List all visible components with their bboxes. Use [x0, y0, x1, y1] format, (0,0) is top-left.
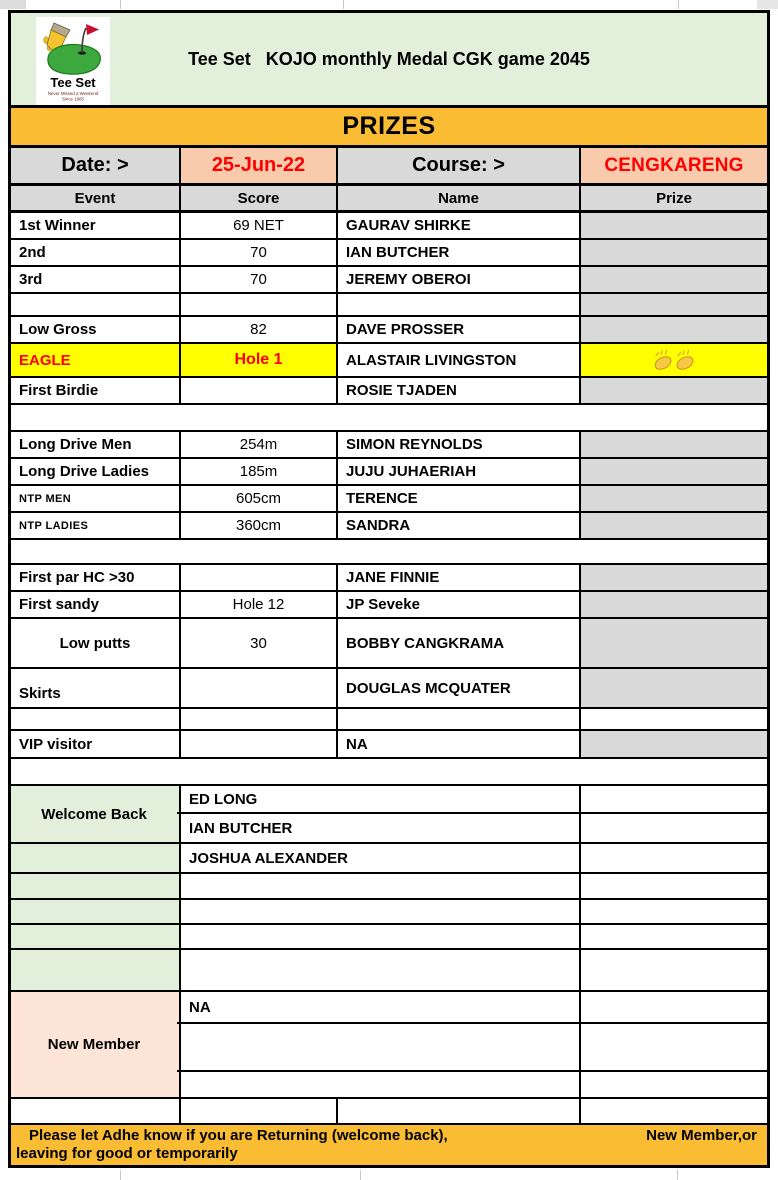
name-cell[interactable]: JOSHUA ALEXANDER	[181, 844, 581, 872]
column-header-event[interactable]: Event	[11, 186, 181, 210]
event-cell[interactable]	[11, 1099, 181, 1123]
prize-cell[interactable]	[581, 317, 767, 342]
table-row	[11, 240, 767, 267]
score-cell[interactable]	[181, 669, 338, 707]
name-cell[interactable]	[181, 925, 581, 948]
column-header-name[interactable]: Name	[338, 186, 581, 210]
page-title: Tee Set KOJO monthly Medal CGK game 2045	[188, 48, 590, 69]
spacer-row	[11, 759, 767, 786]
column-header-prize[interactable]: Prize	[581, 186, 767, 210]
footer-line1-left: Please let Adhe know if you are Returning (welcome back),	[29, 1127, 448, 1144]
sheet-gridline	[360, 1170, 361, 1180]
table-row	[11, 565, 767, 592]
prize-cell[interactable]	[581, 814, 767, 842]
date-value-cell[interactable]: 25-Jun-22	[181, 148, 338, 183]
name-cell[interactable]: JUJU JUHAERIAH	[338, 459, 581, 484]
event-cell[interactable]	[11, 709, 181, 729]
spacer-row	[11, 709, 767, 731]
clapping-hands-icon	[651, 349, 697, 371]
table-row	[11, 731, 767, 759]
event-cell[interactable]: Long Drive Ladies	[11, 459, 181, 484]
score-cell[interactable]: 185m	[181, 459, 338, 484]
event-cell[interactable]: 3rd	[11, 267, 181, 292]
logo-tagline: Never Missed a Weekend	[47, 91, 99, 96]
name-cell[interactable]: TERENCE	[338, 486, 581, 511]
name-cell[interactable]: JANE FINNIE	[338, 565, 581, 590]
prizes-banner[interactable]	[11, 108, 767, 148]
score-cell[interactable]: 70	[181, 240, 338, 265]
section-label-cell[interactable]	[11, 925, 181, 948]
sheet-gridline	[120, 0, 121, 9]
event-cell[interactable]: First sandy	[11, 592, 181, 617]
column-header-row	[11, 186, 767, 213]
sheet-header	[11, 13, 767, 108]
name-cell[interactable]: NA	[181, 992, 581, 1022]
prize-cell[interactable]	[581, 1099, 767, 1123]
score-cell[interactable]: 30	[181, 619, 338, 667]
name-cell[interactable]: DAVE PROSSER	[338, 317, 581, 342]
table-row	[11, 213, 767, 240]
event-cell[interactable]: Low Gross	[11, 317, 181, 342]
name-cell[interactable]	[181, 1072, 581, 1097]
prize-cell[interactable]	[581, 992, 767, 1022]
table-row	[11, 344, 767, 378]
empty-cell[interactable]	[11, 759, 767, 784]
sheet-corner-shade	[0, 0, 26, 9]
section-label-cell[interactable]	[11, 900, 181, 923]
section-label-cell[interactable]	[11, 844, 181, 872]
event-cell[interactable]: NTP LADIES	[11, 513, 181, 538]
welcome-back-label[interactable]: Welcome Back	[11, 786, 177, 842]
table-row	[11, 592, 767, 619]
name-cell[interactable]: SIMON REYNOLDS	[338, 432, 581, 457]
prizes-banner-label: PRIZES	[342, 112, 436, 140]
score-cell[interactable]	[181, 1099, 338, 1123]
prize-cell[interactable]	[581, 240, 767, 265]
name-cell[interactable]: ROSIE TJADEN	[338, 378, 581, 403]
prize-cell[interactable]	[581, 267, 767, 292]
spacer-row	[11, 540, 767, 565]
sheet-gridline	[678, 0, 679, 9]
name-cell[interactable]: IAN BUTCHER	[181, 814, 581, 842]
prize-cell[interactable]	[581, 669, 767, 707]
score-cell[interactable]	[181, 294, 338, 315]
welcome-back-section	[11, 786, 767, 992]
prizes-sheet-table	[8, 10, 770, 1168]
table-row	[11, 432, 767, 459]
prize-cell[interactable]	[581, 432, 767, 457]
table-row	[11, 486, 767, 513]
event-cell[interactable]: NTP MEN	[11, 486, 181, 511]
name-cell[interactable]: DOUGLAS MCQUATER	[338, 669, 581, 707]
score-cell[interactable]: 69 NET	[181, 213, 338, 238]
table-row	[11, 317, 767, 344]
table-row	[11, 874, 767, 900]
prize-cell[interactable]	[581, 709, 767, 729]
score-cell[interactable]: Hole 12	[181, 592, 338, 617]
prize-rows	[11, 213, 767, 786]
name-cell[interactable]: GAURAV SHIRKE	[338, 213, 581, 238]
score-cell[interactable]: 360cm	[181, 513, 338, 538]
prize-cell[interactable]	[581, 344, 767, 376]
prize-cell[interactable]	[581, 731, 767, 757]
prize-cell[interactable]	[581, 378, 767, 403]
event-cell[interactable]: Long Drive Men	[11, 432, 181, 457]
empty-cell[interactable]	[11, 540, 767, 563]
event-cell[interactable]: 1st Winner	[11, 213, 181, 238]
name-cell[interactable]	[181, 950, 581, 990]
score-cell[interactable]	[181, 565, 338, 590]
score-cell[interactable]: 70	[181, 267, 338, 292]
score-cell[interactable]	[181, 731, 338, 757]
prize-cell[interactable]	[581, 950, 767, 990]
table-row	[11, 925, 767, 950]
table-row	[11, 513, 767, 540]
name-cell[interactable]	[181, 1024, 581, 1070]
footer-line2: leaving for good or temporarily	[16, 1145, 238, 1162]
event-cell[interactable]: First par HC >30	[11, 565, 181, 590]
event-cell[interactable]: Low putts	[11, 619, 181, 667]
event-cell[interactable]	[11, 294, 181, 315]
prize-cell[interactable]	[581, 1072, 767, 1097]
name-cell[interactable]	[181, 874, 581, 898]
table-row	[11, 378, 767, 405]
event-cell[interactable]: First Birdie	[11, 378, 181, 403]
spacer-row	[11, 405, 767, 432]
event-cell[interactable]: VIP visitor	[11, 731, 181, 757]
sheet-gridline	[677, 1170, 678, 1180]
logo-tagline: Since 1983	[62, 96, 84, 102]
golf-green	[48, 45, 100, 75]
prize-cell[interactable]	[581, 513, 767, 538]
date-course-row	[11, 148, 767, 186]
prize-cell[interactable]	[581, 786, 767, 812]
date-label-cell[interactable]: Date: >	[11, 148, 181, 183]
prize-cell[interactable]	[581, 844, 767, 872]
score-cell[interactable]: 82	[181, 317, 338, 342]
spacer-row	[11, 294, 767, 317]
empty-cell[interactable]	[11, 405, 767, 430]
name-cell[interactable]	[338, 294, 581, 315]
logo-wordmark: Tee Set	[50, 75, 96, 90]
prize-cell[interactable]	[581, 294, 767, 315]
prize-cell[interactable]	[581, 565, 767, 590]
section-label-cell[interactable]	[11, 950, 181, 990]
score-cell[interactable]: Hole 1	[181, 344, 338, 376]
prize-cell[interactable]	[581, 925, 767, 948]
new-member-section	[11, 992, 767, 1099]
name-cell[interactable]: ALASTAIR LIVINGSTON	[338, 344, 581, 376]
footer-note[interactable]	[11, 1125, 767, 1165]
table-row	[11, 267, 767, 294]
event-cell[interactable]: 2nd	[11, 240, 181, 265]
score-cell[interactable]: 605cm	[181, 486, 338, 511]
name-cell[interactable]: SANDRA	[338, 513, 581, 538]
prize-cell[interactable]	[581, 619, 767, 667]
score-cell[interactable]: 254m	[181, 432, 338, 457]
prize-cell[interactable]	[581, 592, 767, 617]
name-cell[interactable]: ED LONG	[181, 786, 581, 812]
prize-cell[interactable]	[581, 1024, 767, 1070]
score-cell[interactable]	[181, 709, 338, 729]
name-cell[interactable]: NA	[338, 731, 581, 757]
table-row	[11, 900, 767, 925]
prize-cell[interactable]	[581, 874, 767, 898]
course-label-cell[interactable]: Course: >	[338, 148, 581, 183]
table-row	[11, 459, 767, 486]
prize-cell[interactable]	[581, 486, 767, 511]
column-header-score[interactable]: Score	[181, 186, 338, 210]
name-cell[interactable]	[181, 900, 581, 923]
prize-cell[interactable]	[581, 900, 767, 923]
tee-set-logo	[36, 17, 110, 105]
score-cell[interactable]	[181, 378, 338, 403]
event-cell[interactable]: Skirts	[11, 669, 181, 707]
table-row	[11, 619, 767, 669]
new-member-label[interactable]: New Member	[11, 992, 177, 1097]
name-cell[interactable]: BOBBY CANGKRAMA	[338, 619, 581, 667]
sheet-gridline	[120, 1170, 121, 1180]
name-cell[interactable]	[338, 709, 581, 729]
spacer-row	[11, 1099, 767, 1125]
table-row	[11, 669, 767, 709]
prize-cell[interactable]	[581, 213, 767, 238]
name-cell[interactable]	[338, 1099, 581, 1123]
prize-cell[interactable]	[581, 459, 767, 484]
event-cell[interactable]: EAGLE	[11, 344, 181, 376]
sheet-corner-shade	[757, 0, 778, 9]
sheet-gridline	[343, 0, 344, 9]
name-cell[interactable]: JP Seveke	[338, 592, 581, 617]
table-row	[11, 844, 767, 874]
section-label-cell[interactable]	[11, 874, 181, 898]
table-row	[11, 950, 767, 992]
footer-line1-right: New Member,or	[646, 1127, 757, 1144]
course-value-cell[interactable]: CENGKARENG	[581, 148, 767, 183]
name-cell[interactable]: JEREMY OBEROI	[338, 267, 581, 292]
tee-set-logo-image	[36, 17, 110, 105]
name-cell[interactable]: IAN BUTCHER	[338, 240, 581, 265]
